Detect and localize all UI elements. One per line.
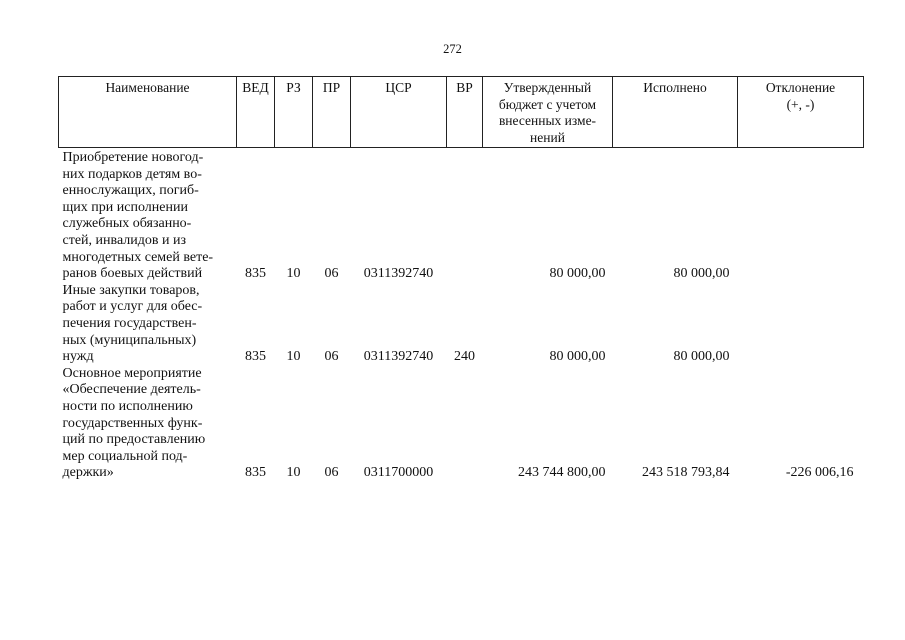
table-row bbox=[59, 283, 864, 366]
row-name-line: государственных функ- bbox=[62, 415, 203, 431]
header-vr: ВР bbox=[447, 77, 483, 148]
row-approved: 80 000,00 bbox=[549, 349, 606, 365]
header-ved: ВЕД bbox=[237, 77, 275, 148]
row-name-line: многодетных семей вете- bbox=[62, 249, 214, 265]
row-deviation: -226 006,16 bbox=[785, 465, 854, 481]
table-header-row bbox=[59, 77, 864, 148]
row-approved: 243 744 800,00 bbox=[518, 465, 606, 481]
budget-table bbox=[58, 76, 864, 482]
header-approved-line: бюджет с учетом bbox=[498, 96, 597, 112]
row-name-line: стей, инвалидов и из bbox=[62, 232, 187, 248]
row-name bbox=[59, 148, 237, 283]
row-name-line: печения государствен- bbox=[62, 315, 197, 331]
row-executed: 80 000,00 bbox=[673, 349, 730, 365]
row-csr: 0311392740 bbox=[363, 349, 434, 365]
row-csr: 0311700000 bbox=[363, 465, 434, 481]
row-executed: 243 518 793,84 bbox=[642, 465, 730, 481]
row-rz: 10 bbox=[286, 349, 301, 365]
header-executed: Исполнено bbox=[613, 77, 738, 148]
row-csr: 0311392740 bbox=[363, 266, 434, 282]
header-deviation bbox=[738, 77, 864, 148]
row-rz: 10 bbox=[286, 266, 301, 282]
row-name-line: щих при исполнении bbox=[62, 199, 188, 215]
row-vr: 240 bbox=[454, 349, 475, 365]
row-name-line: ности по исполнению bbox=[62, 398, 193, 414]
header-pr: ПР bbox=[313, 77, 351, 148]
row-name-line: мер социальной под- bbox=[62, 448, 188, 464]
row-name-line: ранов боевых действий bbox=[62, 266, 203, 282]
row-name-line: ций по предоставлению bbox=[62, 432, 206, 448]
header-approved-line: внесенных изме- bbox=[498, 113, 597, 128]
row-name bbox=[59, 366, 237, 482]
row-name bbox=[59, 283, 237, 366]
header-name: Наименование bbox=[59, 77, 237, 148]
header-approved-line: Утвержденный bbox=[503, 80, 592, 95]
header-deviation-line: (+, -) bbox=[786, 96, 815, 112]
header-approved-line: нений bbox=[530, 129, 565, 145]
row-pr: 06 bbox=[324, 266, 339, 282]
row-vr bbox=[447, 148, 483, 283]
row-vr bbox=[447, 366, 483, 482]
row-name-line: Основное мероприятие bbox=[62, 365, 202, 381]
row-deviation bbox=[738, 148, 864, 283]
header-csr: ЦСР bbox=[351, 77, 447, 148]
row-name-line: Приобретение новогод- bbox=[62, 150, 204, 165]
row-ved: 835 bbox=[245, 349, 266, 365]
row-pr: 06 bbox=[324, 349, 339, 365]
row-name-line: держки» bbox=[62, 465, 114, 481]
row-deviation bbox=[738, 283, 864, 366]
row-rz: 10 bbox=[286, 465, 301, 481]
row-executed: 80 000,00 bbox=[673, 266, 730, 282]
row-pr: 06 bbox=[324, 465, 339, 481]
page-number: 272 bbox=[443, 42, 462, 56]
table-row bbox=[59, 148, 864, 283]
row-name-line: еннослужащих, погиб- bbox=[62, 183, 199, 199]
row-name-line: ных (муниципальных) bbox=[62, 332, 197, 348]
header-deviation-line: Отклонение bbox=[765, 80, 836, 95]
row-name-line: служебных обязанно- bbox=[62, 216, 192, 232]
row-name-line: работ и услуг для обес- bbox=[62, 299, 203, 315]
row-name-line: них подарков детям во- bbox=[62, 166, 202, 182]
header-approved-budget bbox=[483, 77, 613, 148]
header-rz: РЗ bbox=[275, 77, 313, 148]
row-ved: 835 bbox=[245, 465, 266, 481]
row-name-line: «Обеспечение деятель- bbox=[62, 382, 201, 398]
row-name-line: нужд bbox=[62, 349, 94, 365]
table-row bbox=[59, 366, 864, 482]
row-name-line: Иные закупки товаров, bbox=[62, 282, 200, 298]
row-ved: 835 bbox=[245, 266, 266, 282]
row-approved: 80 000,00 bbox=[549, 266, 606, 282]
